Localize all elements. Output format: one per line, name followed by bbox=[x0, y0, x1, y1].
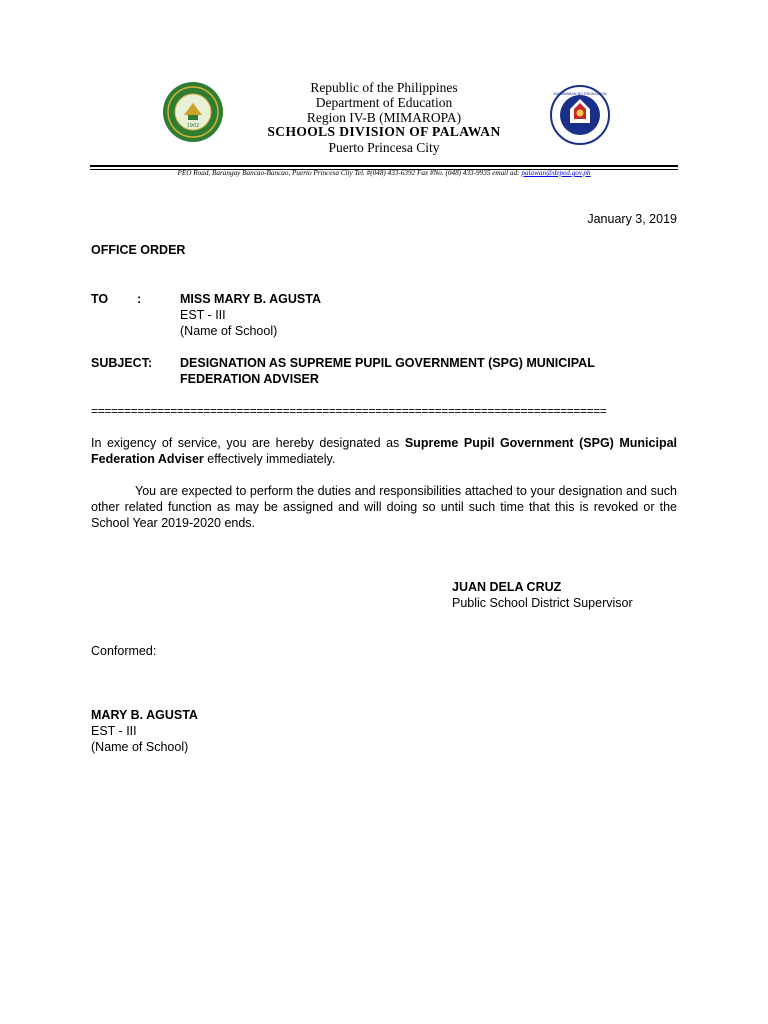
paragraph-1-pre: In exigency of service, you are hereby designated as bbox=[91, 436, 405, 450]
subject-label: SUBJECT: bbox=[91, 356, 153, 370]
recipient-name: MISS MARY B. AGUSTA bbox=[180, 292, 321, 306]
conformed-name: MARY B. AGUSTA bbox=[91, 708, 198, 722]
subject-line-1: DESIGNATION AS SUPREME PUPIL GOVERNMENT (SPG) MUNICIPAL bbox=[180, 356, 595, 370]
email-link[interactable]: palawan@deped.gov.ph bbox=[521, 169, 591, 177]
letterhead-region: Region IV-B (MIMAROPA) bbox=[306, 110, 462, 125]
conformed-position: EST - III bbox=[91, 724, 137, 738]
recipient-school: (Name of School) bbox=[180, 324, 278, 338]
paragraph-1-designation: Supreme Pupil Government (SPG) Municipal Federation Adviser bbox=[91, 436, 678, 466]
to-colon: : bbox=[137, 292, 142, 306]
deped-seal-logo bbox=[550, 85, 610, 145]
order-title: OFFICE ORDER bbox=[91, 243, 186, 257]
letterhead-republic: Republic of the Philippines bbox=[310, 80, 458, 95]
to-label: TO bbox=[91, 292, 109, 306]
letterhead-rule-thick bbox=[90, 165, 678, 167]
body-paragraph-2 bbox=[91, 483, 677, 531]
paragraph-2-text: You are expected to perform the duties and responsibilities attached to your designation and such other related function as may be assigned and will doing so until such time that this is revoked or the School Year 2019-2020 ends. bbox=[91, 484, 677, 530]
address-text: PEO Road, Barangay Bancao-Bancao, Puerto Princesa City Tel. #(048) 433-6392 Fax #No. (048) 433-9935 email ad: bbox=[177, 169, 522, 177]
conformed-school: (Name of School) bbox=[91, 740, 189, 754]
conformed-label: Conformed: bbox=[91, 644, 157, 658]
signatory-name: JUAN DELA CRUZ bbox=[452, 580, 562, 594]
letterhead-address bbox=[90, 168, 678, 178]
letterhead-division: SCHOOLS DIVISION OF PALAWAN bbox=[267, 124, 501, 139]
letterhead-city: Puerto Princesa City bbox=[328, 140, 440, 155]
subject-line-2: FEDERATION ADVISER bbox=[180, 372, 319, 386]
svg-text:1902: 1902 bbox=[186, 123, 200, 129]
svg-text:KAGAWARAN NG EDUKASYON: KAGAWARAN NG EDUKASYON bbox=[553, 92, 607, 96]
equals-divider: ============================================================================== bbox=[91, 404, 607, 418]
recipient-position: EST - III bbox=[180, 308, 226, 322]
letterhead-department: Department of Education bbox=[315, 95, 453, 110]
signatory-title: Public School District Supervisor bbox=[452, 596, 633, 610]
paragraph-1-post: effectively immediately. bbox=[203, 452, 336, 466]
document-date: January 3, 2019 bbox=[587, 212, 677, 226]
body-paragraph-1 bbox=[91, 435, 677, 467]
